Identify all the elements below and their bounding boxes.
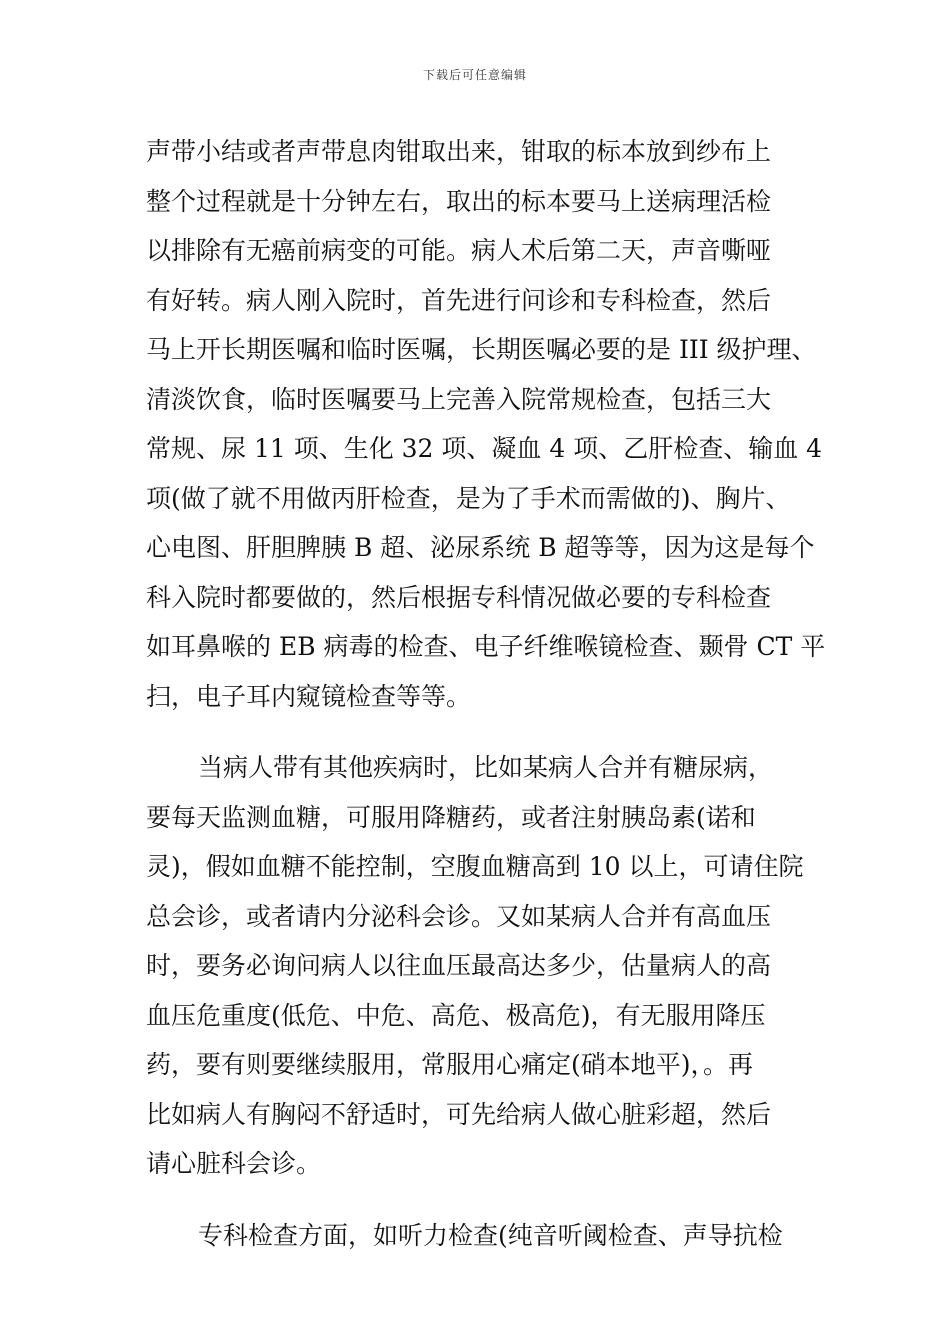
text-line: 当病人带有其他疾病时，比如某病人合并有糖尿病， xyxy=(198,753,774,782)
text-line: 科入院时都要做的，然后根据专科情况做必要的专科检查 xyxy=(146,582,772,612)
paragraph-spacer xyxy=(146,721,816,743)
text-line: 心电图、肝胆脾胰 B 超、泌尿系统 B 超等等，因为这是每个 xyxy=(146,533,815,562)
text-line: 扫，电子耳内窥镜检查等等。 xyxy=(146,681,472,711)
page-header: 下载后可任意编辑 xyxy=(422,68,527,82)
paragraph-1 xyxy=(146,127,826,721)
text-line: 比如病人有胸闷不舒适时，可先给病人做心脏彩超，然后 xyxy=(146,1099,772,1129)
text-line: 如耳鼻喉的 EB 病毒的检查、电子纤维喉镜检查、颞骨 CT 平 xyxy=(146,632,826,661)
document-body xyxy=(146,127,826,1260)
text-line: 常规、尿 11 项、生化 32 项、凝血 4 项、乙肝检查、输血 4 xyxy=(146,434,823,463)
text-line: 药，要有则要继续服用，常服用心痛定(硝本地平)，。再 xyxy=(146,1050,754,1079)
paragraph-spacer xyxy=(146,1189,816,1211)
text-line: 整个过程就是十分钟左右，取出的标本要马上送病理活检 xyxy=(146,186,772,216)
text-line: 声带小结或者声带息肉钳取出来，钳取的标本放到纱布上 xyxy=(146,137,772,166)
text-line: 请心脏科会诊。 xyxy=(146,1149,322,1178)
text-line: 专科检查方面，如听力检查(纯音听阈检查、声导抗检 xyxy=(198,1220,783,1250)
text-line: 总会诊，或者请内分泌科会诊。又如某病人合并有高血压 xyxy=(146,901,772,931)
text-line: 马上开长期医嘱和临时医嘱，长期医嘱必要的是 III 级护理、 xyxy=(146,335,817,364)
text-line: 项(做了就不用做丙肝检查，是为了手术而需做的)、胸片、 xyxy=(146,483,791,513)
text-line: 灵)，假如血糖不能控制，空腹血糖高到 10 以上，可请住院 xyxy=(146,852,804,881)
text-line: 要每天监测血糖，可服用降糖药，或者注射胰岛素(诺和 xyxy=(146,802,756,832)
text-line: 清淡饮食，临时医嘱要马上完善入院常规检查，包括三大 xyxy=(146,384,772,414)
text-line: 时，要务必询问病人以往血压最高达多少，估量病人的高 xyxy=(146,951,772,980)
text-line: 以排除有无癌前病变的可能。病人术后第二天，声音嘶哑 xyxy=(146,236,772,265)
text-line: 有好转。病人刚入院时，首先进行问诊和专科检查，然后 xyxy=(146,285,772,315)
text-line: 血压危重度(低危、中危、高危、极高危)，有无服用降压 xyxy=(146,1000,766,1030)
paragraph-2 xyxy=(146,743,816,1189)
paragraph-3 xyxy=(146,1211,816,1261)
